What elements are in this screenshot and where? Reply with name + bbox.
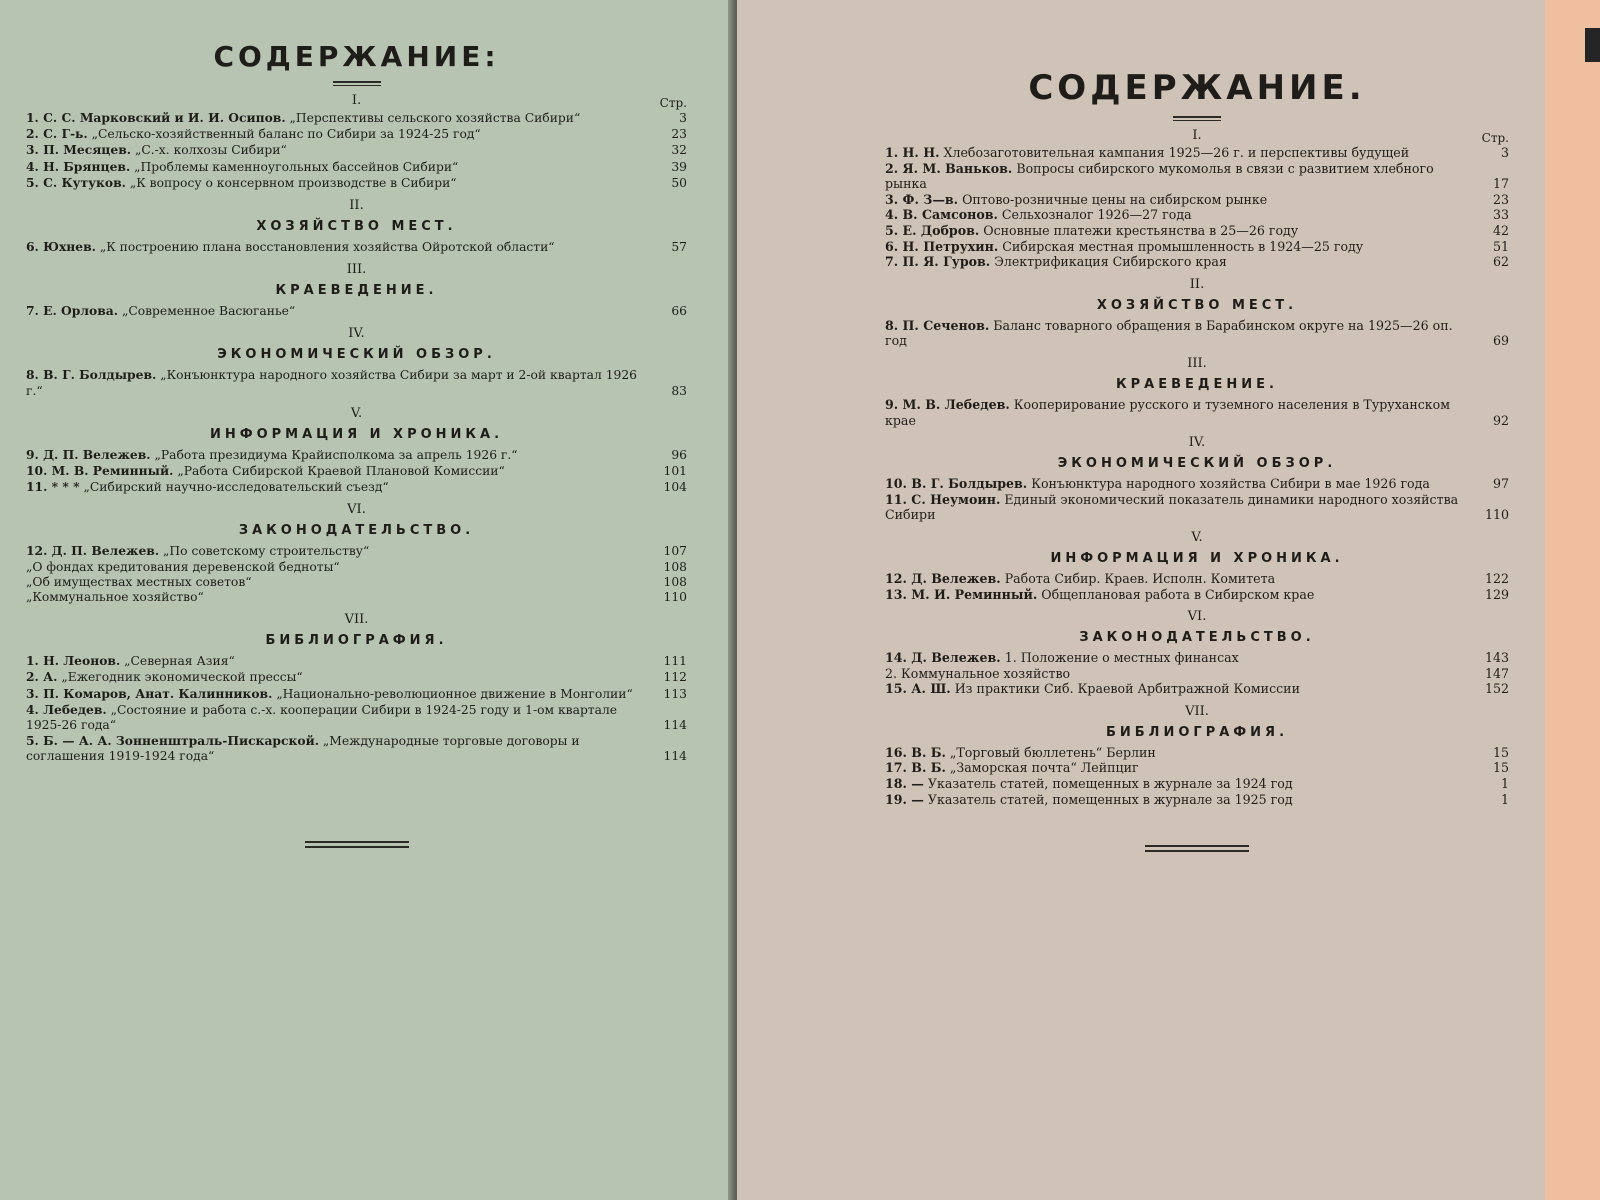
entry-text xyxy=(885,476,1461,492)
entry-text xyxy=(885,239,1461,255)
entry-title: Оптово-розничные цены на сибирском рынке xyxy=(962,191,1268,207)
entry-author: 12. Д. П. Вележев. xyxy=(26,543,160,559)
toc-entry xyxy=(26,560,687,575)
entry-title: Из практики Сиб. Краевой Арбитражной Комиссии xyxy=(954,681,1300,697)
section-heading: КРАЕВЕДЕНИЕ. xyxy=(1116,376,1278,392)
toc-entry xyxy=(26,479,687,495)
toc-entry xyxy=(26,575,687,590)
entry-page-number: 110 xyxy=(1484,507,1509,523)
toc-entry xyxy=(26,447,687,463)
entry-text xyxy=(885,397,1461,428)
entry-title: Основные платежи крестьянства в 25—26 году xyxy=(983,222,1299,238)
entry-text xyxy=(885,792,1461,808)
entry-text xyxy=(26,479,639,495)
entry-text xyxy=(26,590,639,605)
entry-page-number: 101 xyxy=(663,464,687,479)
entry-page-number: 111 xyxy=(663,654,687,669)
entry-text xyxy=(26,575,639,590)
entry-title: Кооперирование русского и туземного населения в Туруханском крае xyxy=(885,396,1451,428)
entry-text xyxy=(26,142,639,158)
entry-title: „Сельско-хозяйственный баланс по Сибири за 1924-25 год“ xyxy=(91,127,481,142)
entry-page-number: 152 xyxy=(1484,681,1509,697)
entry-text xyxy=(26,447,639,463)
entry-author: 7. Е. Орлова. xyxy=(26,303,119,319)
toc-entry xyxy=(885,792,1509,808)
toc-entry xyxy=(885,681,1509,697)
entry-title: Баланс товарного обращения в Барабинском округе на 1925—26 оп. год xyxy=(885,317,1453,349)
toc-entry xyxy=(26,159,687,175)
toc-entry xyxy=(26,303,687,319)
toc-entry xyxy=(26,126,687,142)
part-numeral-row xyxy=(26,611,687,629)
entry-page-number: 147 xyxy=(1484,665,1509,681)
part-numeral-row xyxy=(26,501,687,519)
entry-author: 3. П. Комаров, Анат. Калинников. xyxy=(26,685,273,701)
entry-title: „О фондах кредитования деревенской бедноты“ xyxy=(26,559,340,574)
toc-entry xyxy=(26,686,687,702)
entry-author: 1. Н. Н. xyxy=(885,145,940,160)
entry-page-number: 97 xyxy=(1492,476,1509,492)
entry-author: 6. Н. Петрухин. xyxy=(885,238,999,254)
toc-entry xyxy=(26,110,687,126)
entry-page-number: 108 xyxy=(663,574,687,589)
toc-entry xyxy=(885,397,1509,428)
toc-entry xyxy=(26,733,687,764)
entry-author: 10. В. Г. Болдырев. xyxy=(885,476,1028,492)
entry-title: Указатель статей, помещенных в журнале за 1925 год xyxy=(927,791,1293,807)
part-numeral: V. xyxy=(1191,529,1203,545)
entry-page-number: 51 xyxy=(1492,238,1509,254)
entry-title: Общеплановая работа в Сибирском крае xyxy=(1041,586,1315,602)
entry-page-number: 110 xyxy=(663,590,687,605)
entry-author: 10. М. В. Реминный. xyxy=(26,463,174,479)
toc-entry xyxy=(885,161,1509,192)
part-numeral-row xyxy=(26,405,687,423)
entry-text xyxy=(885,223,1461,239)
toc-entry xyxy=(885,745,1509,761)
entry-page-number: 3 xyxy=(1500,145,1509,160)
part-numeral-row xyxy=(885,127,1509,145)
entry-author: 16. В. Б. xyxy=(885,744,946,760)
entry-text xyxy=(885,254,1461,270)
entry-author: 18. — xyxy=(885,776,924,792)
entry-text xyxy=(26,653,639,669)
entry-author: 13. М. И. Реминный. xyxy=(885,586,1038,602)
toc-entry xyxy=(26,590,687,605)
entry-title: Конъюнктура народного хозяйства Сибири в мае 1926 года xyxy=(1031,476,1430,492)
entry-author: 5. Б. — А. А. Зонненштраль-Пискарской. xyxy=(26,733,319,749)
entry-page-number: 92 xyxy=(1492,412,1509,428)
entry-text xyxy=(26,110,639,126)
entry-title: Указатель статей, помещенных в журнале за 1924 год xyxy=(927,776,1293,792)
entry-text xyxy=(885,161,1461,192)
part-numeral-row xyxy=(26,325,687,343)
part-numeral-row xyxy=(885,434,1509,452)
section-heading: ИНФОРМАЦИЯ И ХРОНИКА. xyxy=(1050,550,1344,566)
entry-page-number: 39 xyxy=(671,159,687,174)
entry-title: Единый экономический показатель динамики народного хозяйства Сибири xyxy=(885,491,1459,523)
entry-author: 2. Я. М. Ваньков. xyxy=(885,160,1013,176)
part-numeral-row xyxy=(885,355,1509,373)
part-numeral: II. xyxy=(349,198,364,214)
toc-entry xyxy=(26,653,687,669)
entry-title: „Работа президиума Крайисполкома за апрель 1926 г.“ xyxy=(154,447,518,462)
entry-text xyxy=(885,492,1461,523)
entry-page-number: 33 xyxy=(1492,207,1509,223)
entry-author: 4. Лебедев. xyxy=(26,701,107,717)
entry-title: Хлебозаготовительная кампания 1925—26 г. и перспективы будущей xyxy=(943,145,1410,160)
entry-title: „К построению плана восстановления хозяйства Ойротской области“ xyxy=(99,240,555,255)
section-heading: ИНФОРМАЦИЯ И ХРОНИКА. xyxy=(209,426,504,442)
entry-author: 5. Е. Добров. xyxy=(885,222,980,238)
entry-title: Вопросы сибирского мукомолья в связи с развитием хлебного рынка xyxy=(885,160,1434,192)
toc-entry xyxy=(885,318,1509,349)
part-numeral: VII. xyxy=(1185,703,1209,719)
entry-page-number: 143 xyxy=(1484,650,1509,666)
entry-text xyxy=(26,239,639,255)
entry-text xyxy=(885,776,1461,792)
entry-author: 8. П. Сеченов. xyxy=(885,317,990,333)
entry-title: „По советскому строительству“ xyxy=(163,544,370,559)
entry-text xyxy=(885,318,1461,349)
entry-title: „Сибирский научно-исследовательский съезд“ xyxy=(83,480,389,495)
part-numeral-row xyxy=(26,261,687,279)
entry-title: „Ежегодник экономической прессы“ xyxy=(61,670,303,685)
table-of-contents xyxy=(885,127,1509,813)
section-heading: КРАЕВЕДЕНИЕ. xyxy=(275,283,438,299)
part-numeral: II. xyxy=(1189,276,1205,292)
entry-text xyxy=(885,145,1461,161)
entry-title: „Проблемы каменноугольных бассейнов Сибири“ xyxy=(134,159,459,174)
entry-text xyxy=(885,666,1461,682)
entry-author: 7. П. Я. Гуров. xyxy=(885,254,991,270)
entry-text xyxy=(26,733,639,764)
toc-entry xyxy=(885,587,1509,603)
page-title: СОДЕРЖАНИЕ: xyxy=(213,40,500,73)
part-numeral: I. xyxy=(1192,128,1202,143)
title-rule xyxy=(333,81,381,86)
entry-page-number: 113 xyxy=(663,686,687,701)
entry-author: 4. В. Самсонов. xyxy=(885,207,998,223)
entry-title: „Конъюнктура народного хозяйства Сибири за март и 2-ой квартал 1926 г.“ xyxy=(26,368,637,398)
part-numeral: I. xyxy=(351,93,362,108)
entry-page-number: 17 xyxy=(1492,176,1509,192)
entry-title: 2. Коммунальное хозяйство xyxy=(885,665,1071,681)
entry-author: 14. Д. Вележев. xyxy=(885,650,1001,666)
entry-title: „Состояние и работа с.-х. кооперации Сибири в 1924-25 году и 1-ом квартале 1925-26 года“ xyxy=(26,702,618,733)
toc-entry xyxy=(885,145,1509,161)
entry-title: Работа Сибир. Краев. Исполн. Комитета xyxy=(1004,570,1276,586)
entry-author: 3. П. Месяцев. xyxy=(26,142,132,158)
entry-page-number: 129 xyxy=(1484,586,1509,602)
entry-author: 5. С. Кутуков. xyxy=(26,174,126,190)
toc-entry xyxy=(885,239,1509,255)
entry-text xyxy=(26,367,639,398)
toc-entry xyxy=(26,669,687,685)
end-rule xyxy=(305,841,409,848)
entry-page-number: 23 xyxy=(671,127,687,142)
section-heading: ХОЗЯЙСТВО МЕСТ. xyxy=(256,219,457,235)
entry-text xyxy=(26,159,639,175)
section-gap xyxy=(885,807,1509,813)
entry-page-number: 15 xyxy=(1492,744,1509,760)
entry-text xyxy=(885,760,1461,776)
table-of-contents xyxy=(26,92,687,771)
entry-page-number: 50 xyxy=(671,175,687,190)
entry-page-number: 112 xyxy=(663,670,687,685)
page-column-label: Стр. xyxy=(1481,131,1509,145)
part-numeral-row xyxy=(26,197,687,215)
page-edge-mark xyxy=(1585,28,1600,62)
entry-page-number: 32 xyxy=(671,143,687,158)
toc-entry xyxy=(885,254,1509,270)
toc-entry xyxy=(26,367,687,398)
entry-text xyxy=(26,669,639,685)
entry-author: 1. С. С. Марковский и И. И. Осипов. xyxy=(26,110,286,125)
entry-title: „Международные торговые договоры и соглашения 1919-1924 года“ xyxy=(26,734,580,764)
entry-page-number: 1 xyxy=(1500,791,1509,807)
entry-text xyxy=(885,207,1461,223)
toc-entry xyxy=(885,207,1509,223)
part-numeral-row xyxy=(885,703,1509,721)
entry-title: „Северная Азия“ xyxy=(124,654,235,669)
entry-text xyxy=(885,571,1461,587)
entry-title: „Современное Васюганье“ xyxy=(121,304,296,319)
right-page xyxy=(737,0,1545,1200)
entry-page-number: 66 xyxy=(671,304,687,319)
part-numeral: VI. xyxy=(1187,609,1207,625)
next-page-edge xyxy=(1545,0,1600,1200)
entry-page-number: 69 xyxy=(1492,333,1509,349)
entry-page-number: 57 xyxy=(671,240,687,255)
entry-page-number: 62 xyxy=(1492,254,1509,270)
part-numeral: VI. xyxy=(347,502,366,518)
entry-page-number: 96 xyxy=(671,447,687,462)
entry-author: 6. Юхнев. xyxy=(26,239,96,255)
entry-title: „Заморская почта“ Лейпциг xyxy=(949,760,1139,776)
entry-text xyxy=(885,681,1461,697)
toc-entry xyxy=(885,223,1509,239)
toc-entry xyxy=(26,543,687,559)
entry-title: „К вопросу о консервном производстве в Сибири“ xyxy=(129,175,457,190)
entry-title: „С.-х. колхозы Сибири“ xyxy=(134,143,287,158)
part-numeral: III. xyxy=(1187,355,1207,371)
section-heading: ЗАКОНОДАТЕЛЬСТВО. xyxy=(1079,630,1315,646)
entry-page-number: 114 xyxy=(663,718,687,733)
entry-page-number: 108 xyxy=(663,559,687,574)
toc-entry xyxy=(885,192,1509,208)
entry-author: 9. М. В. Лебедев. xyxy=(885,396,1010,412)
part-numeral-row xyxy=(885,529,1509,547)
toc-entry xyxy=(885,776,1509,792)
entry-page-number: 1 xyxy=(1500,776,1509,792)
entry-page-number: 104 xyxy=(663,480,687,495)
entry-text xyxy=(26,463,639,479)
toc-entry xyxy=(885,666,1509,682)
entry-text xyxy=(885,587,1461,603)
entry-title: „Работа Сибирской Краевой Плановой Комиссии“ xyxy=(177,464,505,479)
entry-title: Электрификация Сибирского края xyxy=(994,254,1227,270)
entry-title: „Коммунальное хозяйство“ xyxy=(26,590,204,605)
entry-title: „Торговый бюллетень“ Берлин xyxy=(949,744,1156,760)
toc-entry xyxy=(26,175,687,191)
toc-entry xyxy=(26,239,687,255)
part-numeral: IV. xyxy=(348,326,365,342)
page-column-label: Стр. xyxy=(659,96,687,110)
entry-title: „Перспективы сельского хозяйства Сибири“ xyxy=(289,111,581,125)
toc-entry xyxy=(885,571,1509,587)
page-title: СОДЕРЖАНИЕ. xyxy=(1028,68,1366,108)
title-rule xyxy=(1173,116,1221,121)
entry-text xyxy=(26,560,639,575)
entry-page-number: 42 xyxy=(1492,222,1509,238)
section-heading: ХОЗЯЙСТВО МЕСТ. xyxy=(1096,297,1298,313)
entry-title: „Национально-революционное движение в Монголии“ xyxy=(276,686,633,701)
entry-author: 11. * * * xyxy=(26,479,80,495)
entry-text xyxy=(26,686,639,702)
entry-text xyxy=(885,745,1461,761)
entry-text xyxy=(26,702,639,733)
section-heading: ЭКОНОМИЧЕСКИЙ ОБЗОР. xyxy=(1057,456,1337,472)
entry-text xyxy=(26,543,639,559)
part-numeral: VII. xyxy=(344,612,369,628)
entry-author: 4. Н. Брянцев. xyxy=(26,158,131,174)
part-numeral-row xyxy=(26,92,687,110)
entry-author: 19. — xyxy=(885,791,924,807)
entry-title: „Об имуществах местных советов“ xyxy=(26,574,252,589)
entry-author: 2. А. xyxy=(26,669,58,685)
entry-text xyxy=(885,650,1461,666)
toc-entry xyxy=(885,760,1509,776)
toc-entry xyxy=(26,142,687,158)
entry-author: 8. В. Г. Болдырев. xyxy=(26,367,157,383)
section-heading: ЗАКОНОДАТЕЛЬСТВО. xyxy=(238,523,475,539)
end-rule xyxy=(1145,845,1249,852)
part-numeral: III. xyxy=(346,262,367,278)
part-numeral-row xyxy=(885,276,1509,294)
entry-page-number: 83 xyxy=(671,383,687,398)
toc-entry xyxy=(26,463,687,479)
toc-entry xyxy=(885,492,1509,523)
left-page xyxy=(0,0,745,1200)
entry-author: 17. В. Б. xyxy=(885,760,946,776)
entry-author: 12. Д. Вележев. xyxy=(885,570,1001,586)
entry-author: 11. С. Неумоин. xyxy=(885,491,1001,507)
entry-author: 2. С. Г-ь. xyxy=(26,126,88,142)
entry-page-number: 3 xyxy=(679,111,687,125)
section-heading: БИБЛИОГРАФИЯ. xyxy=(1105,724,1289,740)
entry-text xyxy=(26,175,639,191)
entry-title: Сибирская местная промышленность в 1924—25 году xyxy=(1002,238,1364,254)
section-heading: БИБЛИОГРАФИЯ. xyxy=(265,633,448,649)
entry-title: 1. Положение о местных финансах xyxy=(1004,650,1239,666)
entry-page-number: 114 xyxy=(663,749,687,764)
toc-entry xyxy=(885,476,1509,492)
entry-text xyxy=(885,192,1461,208)
entry-page-number: 23 xyxy=(1492,191,1509,207)
entry-text xyxy=(26,126,639,142)
entry-author: 9. Д. П. Вележев. xyxy=(26,446,151,462)
entry-author: 15. А. Ш. xyxy=(885,681,951,697)
part-numeral-row xyxy=(885,608,1509,626)
section-gap xyxy=(26,765,687,771)
part-numeral: V. xyxy=(350,405,363,421)
entry-page-number: 122 xyxy=(1484,570,1509,586)
toc-entry xyxy=(26,702,687,733)
entry-page-number: 107 xyxy=(663,544,687,559)
entry-author: 3. Ф. З—в. xyxy=(885,191,959,207)
toc-entry xyxy=(885,650,1509,666)
entry-page-number: 15 xyxy=(1492,760,1509,776)
entry-title: Сельхозналог 1926—27 года xyxy=(1001,207,1192,223)
part-numeral: IV. xyxy=(1188,435,1206,451)
entry-text xyxy=(26,303,639,319)
entry-author: 1. Н. Леонов. xyxy=(26,653,121,669)
section-heading: ЭКОНОМИЧЕСКИЙ ОБЗОР. xyxy=(217,347,496,363)
